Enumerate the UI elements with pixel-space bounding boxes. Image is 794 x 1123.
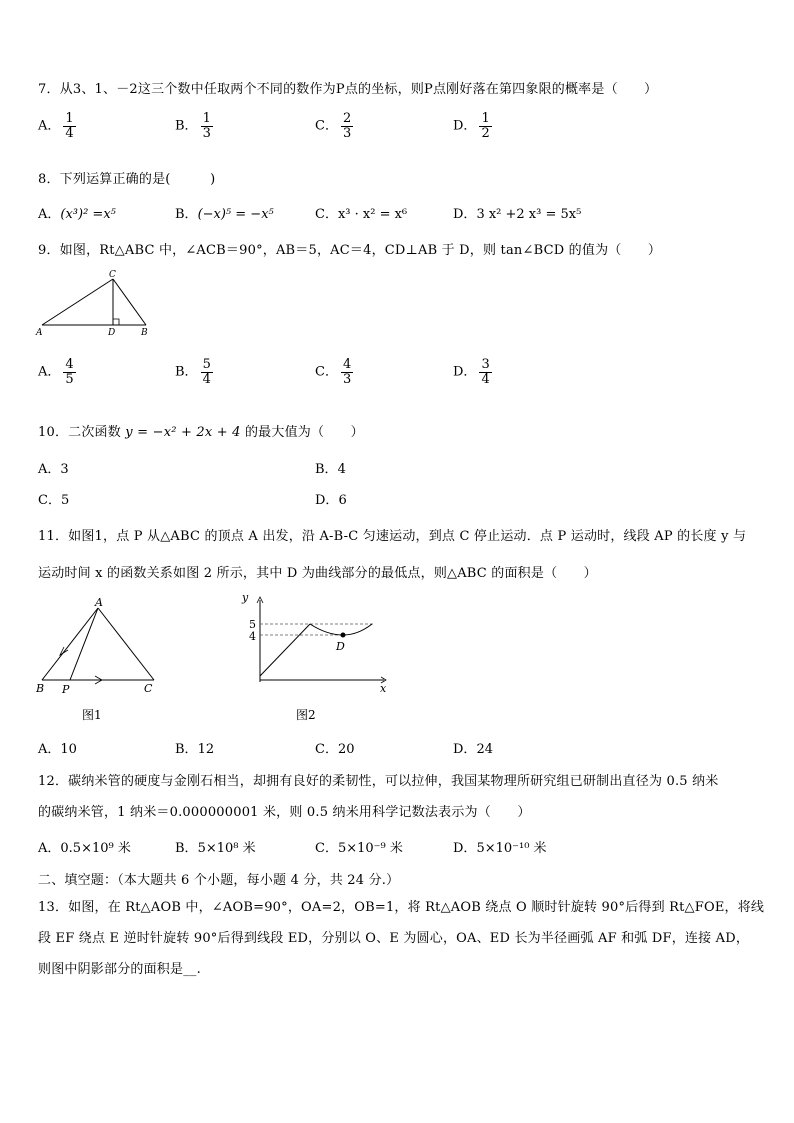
q9-label-c: C	[109, 270, 116, 280]
fig2-tick-4: 4	[249, 630, 256, 643]
q11-stem-line1: 11．如图1，点 P 从△ABC 的顶点 A 出发，沿 A-B-C 匀速运动，到点 C 停止运动．点 P 运动时，线段 AP 的长度 y 与	[38, 529, 747, 544]
q7-option-c[interactable]: C． $\frac{2}{3}$	[315, 111, 352, 141]
q8-option-c[interactable]: C．x³ · x² = x⁶	[315, 207, 408, 222]
q8-option-d[interactable]: D．3 x² +2 x³ = 5x⁵	[453, 207, 582, 222]
q9-option-d[interactable]: D． $\frac{3}{4}$	[453, 357, 490, 387]
q9-option-c[interactable]: C． $\frac{4}{3}$	[315, 357, 352, 387]
fig2-label-x: x	[380, 682, 387, 695]
q10-option-b[interactable]: B．4	[315, 462, 346, 477]
q13-stem-line3: 则图中阴影部分的面积是__.	[38, 962, 201, 977]
fig1-label-b: B	[36, 682, 45, 695]
fig2-line-segment	[260, 624, 310, 676]
q12-stem-line2: 的碳纳米管，1 纳米＝0.000000001 米，则 0.5 纳米用科学记数法表示为（ ）	[38, 805, 531, 820]
fig1-side-ab	[42, 608, 98, 680]
fig2-label-d: D	[336, 640, 345, 653]
q9-side-bc	[113, 279, 146, 325]
q12-option-c[interactable]: C．5×10⁻⁹ 米	[315, 841, 403, 856]
q12-option-a[interactable]: A．0.5×10⁹ 米	[38, 841, 131, 856]
fig2-caption: 图2	[296, 708, 316, 722]
q7-option-b[interactable]: B． $\frac{1}{3}$	[175, 111, 211, 141]
q9-option-a[interactable]: A． $\frac{4}{5}$	[38, 357, 74, 387]
q7-option-a[interactable]: A． $\frac{1}{4}$	[38, 111, 74, 141]
section-2-heading: 二、填空题：（本大题共 6 个小题，每小题 4 分，共 24 分.）	[38, 873, 400, 888]
q9-option-b[interactable]: B． $\frac{5}{4}$	[175, 357, 211, 387]
q10-function-expr: y = −x² + 2x + 4	[125, 425, 241, 440]
q8-option-a[interactable]: A．(x³)² =x⁵	[38, 207, 116, 222]
fig1-label-c: C	[144, 682, 153, 695]
fig1-segment-ap	[70, 608, 98, 680]
q11-figure-1	[32, 595, 162, 725]
fig2-curve	[310, 624, 372, 635]
q10-option-c[interactable]: C．5	[38, 493, 70, 508]
fig1-side-ac	[98, 608, 154, 680]
fig1-caption: 图1	[82, 708, 102, 722]
q9-stem: 9．如图，Rt△ABC 中，∠ACB＝90°，AB＝5，AC＝4，CD⊥AB 于 D，则 tan∠BCD 的值为（ ）	[38, 243, 662, 258]
fig2-point-d	[341, 633, 346, 638]
fig2-label-y: y	[242, 591, 249, 604]
q12-option-d[interactable]: D．5×10⁻¹⁰ 米	[453, 841, 547, 856]
q9-label-d: D	[108, 328, 116, 338]
fig1-label-a: A	[95, 596, 103, 609]
q11-stem-line2: 运动时间 x 的函数关系如图 2 所示，其中 D 为曲线部分的最低点，则△ABC 的面积是（ ）	[38, 566, 597, 581]
q8-stem: 8．下列运算正确的是( )	[38, 172, 216, 187]
q13-stem-line1: 13．如图，在 Rt△AOB 中，∠AOB=90°，OA=2，OB=1，将 Rt△AOB 绕点 O 顺时针旋转 90°后得到 Rt△FOE，将线	[38, 900, 765, 915]
q9-label-a: A	[36, 328, 43, 338]
q9-triangle-figure	[34, 268, 154, 338]
q7-stem: 7．从3、1、－2这三个数中任取两个不同的数作为P点的坐标，则P点刚好落在第四象限的概率是（ ）	[38, 82, 658, 97]
fig1-label-p: P	[62, 683, 70, 696]
q11-option-b[interactable]: B．12	[175, 742, 215, 757]
q12-option-b[interactable]: B．5×10⁸ 米	[175, 841, 256, 856]
q10-option-a[interactable]: A．3	[38, 462, 69, 477]
q11-figure-2	[232, 588, 392, 725]
q8-option-b[interactable]: B．(−x)⁵ = −x⁵	[175, 207, 274, 222]
q11-option-c[interactable]: C．20	[315, 742, 355, 757]
q9-side-ac	[42, 279, 113, 325]
fig2-tick-5: 5	[249, 618, 256, 631]
q10-stem: 10．二次函数 y = −x² + 2x + 4 的最大值为（ ）	[38, 425, 364, 440]
q10-option-d[interactable]: D．6	[315, 493, 347, 508]
q13-stem-line2: 段 EF 绕点 E 逆时针旋转 90°后得到线段 ED，分别以 O、E 为圆心，OA、ED 长为半径画弧 AF 和弧 DF，连接 AD，	[38, 931, 750, 946]
q12-stem-line1: 12．碳纳米管的硬度与金刚石相当，却拥有良好的柔韧性，可以拉伸，我国某物理所研究组已研制出直径为 0.5 纳米	[38, 774, 719, 789]
q11-option-a[interactable]: A．10	[38, 742, 77, 757]
q9-right-angle-mark	[113, 319, 119, 325]
q7-option-d[interactable]: D． $\frac{1}{2}$	[453, 111, 490, 141]
q9-label-b: B	[141, 328, 148, 338]
q11-option-d[interactable]: D．24	[453, 742, 493, 757]
